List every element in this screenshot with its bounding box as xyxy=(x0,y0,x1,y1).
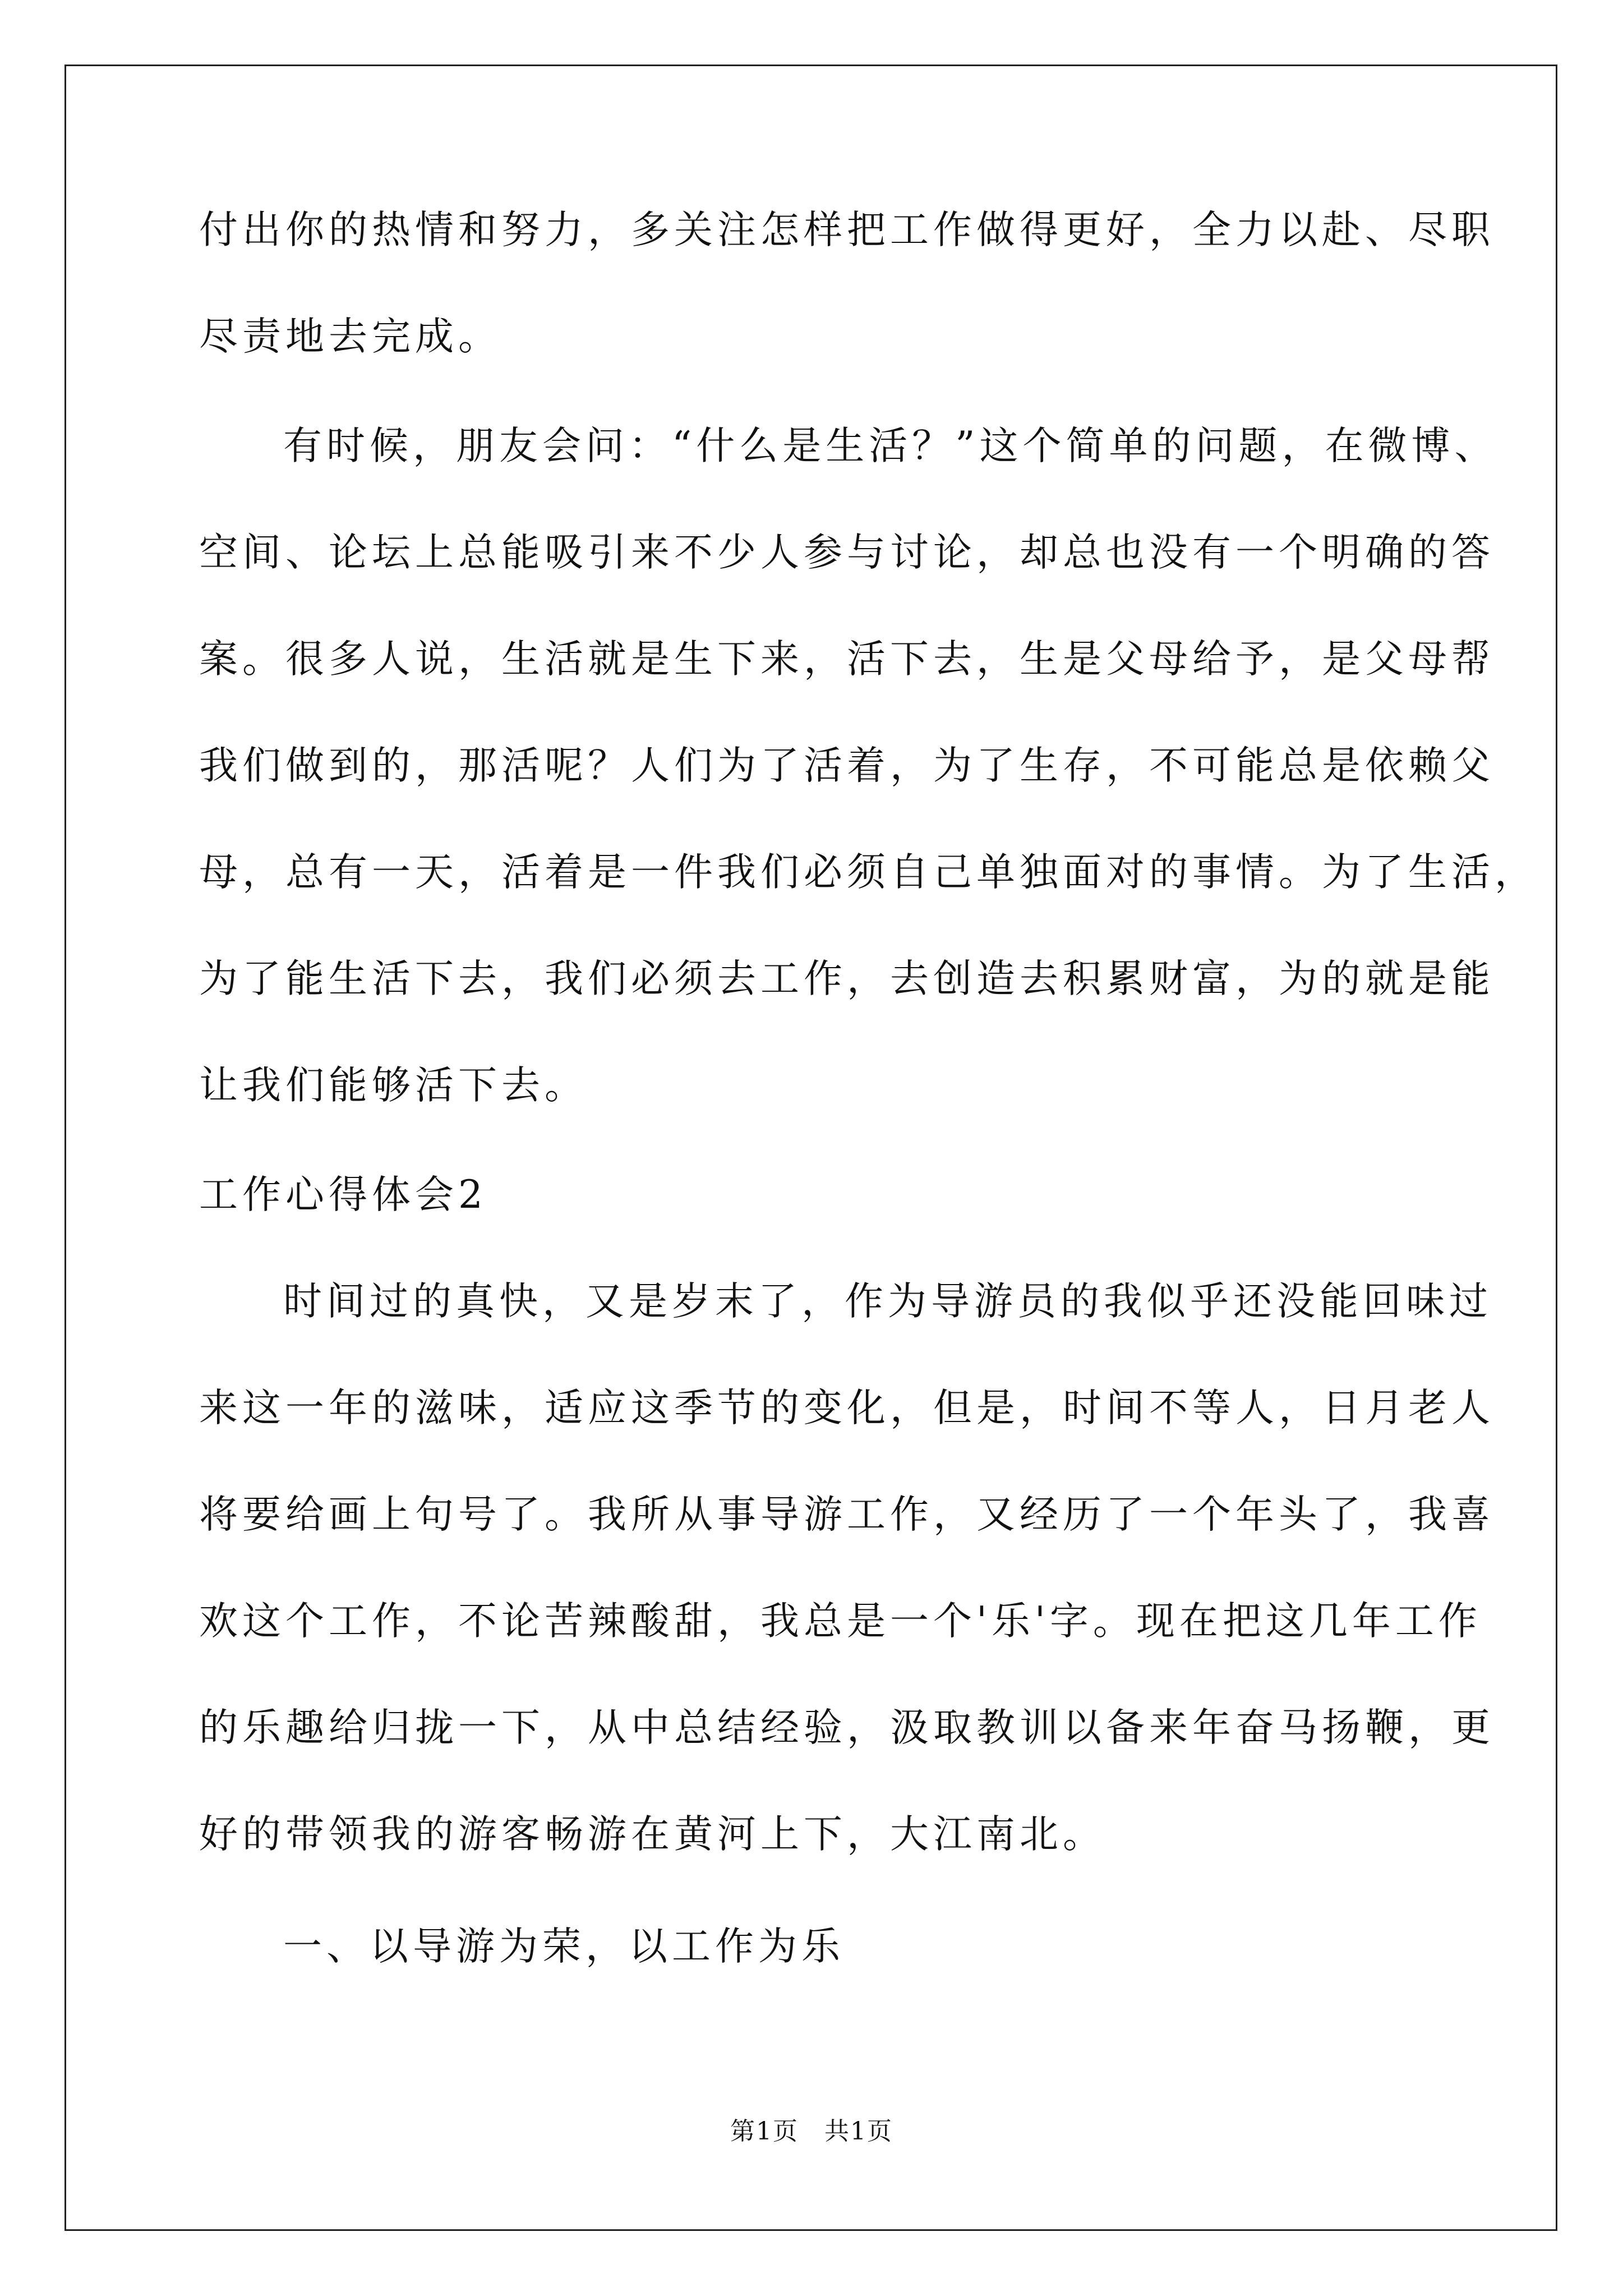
paragraph-line: 为了能生活下去，我们必须去工作，去创造去积累财富，为的就是能 xyxy=(199,956,1495,1001)
paragraph-line: 将要给画上句号了。我所从事导游工作，又经历了一个年头了，我喜 xyxy=(199,1492,1495,1537)
paragraph-line: 我们做到的，那活呢？人们为了活着，为了生存，不可能总是依赖父 xyxy=(199,743,1495,788)
paragraph-line: 空间、论坛上总能吸引来不少人参与讨论，却总也没有一个明确的答 xyxy=(199,530,1495,575)
paragraph-line: 时间过的真快，又是岁末了，作为导游员的我似乎还没能回味过 xyxy=(283,1279,1492,1324)
section-heading: 工作心得体会2 xyxy=(199,1172,487,1217)
paragraph-line: 案。很多人说，生活就是生下来，活下去，生是父母给予，是父母帮 xyxy=(199,637,1495,682)
paragraph-line: 好的带领我的游客畅游在黄河上下，大江南北。 xyxy=(199,1812,1106,1857)
paragraph-line: 的乐趣给归拢一下，从中总结经验，汲取教训以备来年奋马扬鞭，更 xyxy=(199,1705,1495,1750)
subsection-heading: 一、以导游为荣，以工作为乐 xyxy=(283,1924,845,1969)
page-footer: 第1页 共1页 xyxy=(730,2117,893,2146)
paragraph-line: 有时候，朋友会问：“什么是生活？”这个简单的问题，在微博、 xyxy=(283,424,1498,468)
paragraph-line: 付出你的热情和努力，多关注怎样把工作做得更好，全力以赴、尽职 xyxy=(199,208,1495,252)
paragraph-line: 尽责地去完成。 xyxy=(199,314,501,359)
paragraph-line: 让我们能够活下去。 xyxy=(199,1063,588,1108)
paragraph-line: 母，总有一天，活着是一件我们必须自己单独面对的事情。为了生活， xyxy=(199,850,1538,895)
paragraph-line: 欢这个工作，不论苦辣酸甜，我总是一个'乐'字。现在把这几年工作 xyxy=(199,1599,1482,1644)
paragraph-line: 来这一年的滋味，适应这季节的变化，但是，时间不等人，日月老人 xyxy=(199,1386,1495,1430)
page-border xyxy=(64,65,1557,2231)
